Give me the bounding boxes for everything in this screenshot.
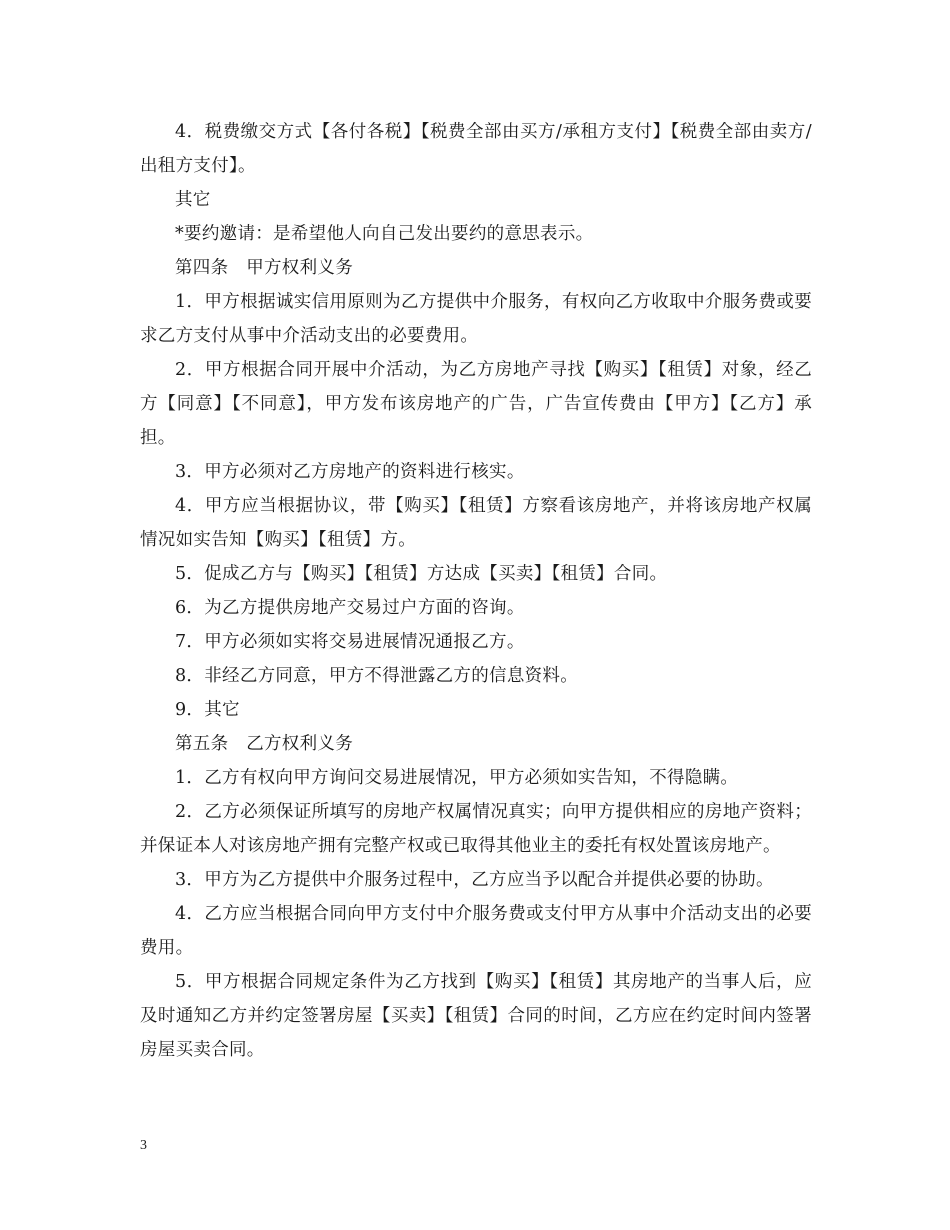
paragraph-tax-payment: 4．税费缴交方式【各付各税】【税费全部由买方/承租方支付】【税费全部由卖方/出租方支付】。 [140,122,812,176]
paragraph-a4-item-7: 7．甲方必须如实将交易进展情况通报乙方。 [175,632,525,652]
paragraph-a5-item-5: 5．甲方根据合同规定条件为乙方找到【购买】【租赁】其房地产的当事人后，应及时通知乙方并约定签署房屋【买卖】【租赁】合同的时间，乙方应在约定时间内签署房屋买卖合同。 [140,972,812,1060]
paragraph-a5-item-1: 1．乙方有权向甲方询问交易进展情况，甲方必须如实告知，不得隐瞒。 [175,768,739,788]
paragraph-a5-item-3: 3．甲方为乙方提供中介服务过程中，乙方应当予以配合并提供必要的协助。 [175,870,774,890]
paragraph-a4-item-8: 8．非经乙方同意，甲方不得泄露乙方的信息资料。 [175,666,579,686]
paragraph-other: 其它 [175,190,211,210]
paragraph-a4-item-9: 9．其它 [175,700,240,720]
paragraph-a4-item-3: 3．甲方必须对乙方房地产的资料进行核实。 [175,462,525,482]
section-heading-article-5: 第五条 乙方权利义务 [175,734,353,754]
paragraph-a5-item-4: 4．乙方应当根据合同向甲方支付中介服务费或支付甲方从事中介活动支出的必要费用。 [140,904,812,958]
paragraph-a4-item-4: 4．甲方应当根据协议，带【购买】【租赁】方察看该房地产，并将该房地产权属情况如实告知【购买】【租赁】方。 [140,496,812,550]
paragraph-invitation-note: *要约邀请：是希望他人向自己发出要约的意思表示。 [175,224,594,244]
paragraph-a5-item-2: 2．乙方必须保证所填写的房地产权属情况真实；向甲方提供相应的房地产资料；并保证本人对该房地产拥有完整产权或已取得其他业主的委托有权处置该房地产。 [140,802,812,856]
page-number: 3 [140,1138,147,1153]
section-heading-article-4: 第四条 甲方权利义务 [175,258,353,278]
paragraph-a4-item-1: 1．甲方根据诚实信用原则为乙方提供中介服务，有权向乙方收取中介服务费或要求乙方支付从事中介活动支出的必要费用。 [140,292,812,346]
document-body [140,115,812,1067]
paragraph-a4-item-5: 5．促成乙方与【购买】【租赁】方达成【买卖】【租赁】合同。 [175,564,668,584]
paragraph-a4-item-2: 2．甲方根据合同开展中介活动，为乙方房地产寻找【购买】【租赁】对象，经乙方【同意】【不同意】，甲方发布该房地产的广告，广告宣传费由【甲方】【乙方】承担。 [140,360,812,448]
paragraph-a4-item-6: 6．为乙方提供房地产交易过户方面的咨询。 [175,598,525,618]
